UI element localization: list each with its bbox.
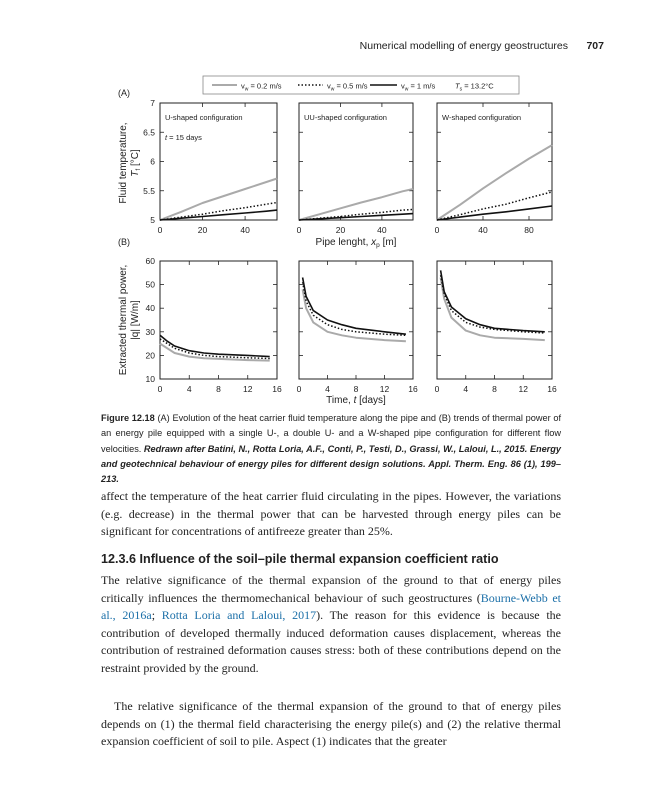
panel-a-1-time-note: t = 15 days — [165, 133, 202, 142]
citation-link-rotta-loria[interactable]: Rotta Loria and Laloui, 2017 — [161, 608, 317, 623]
panel-a-2-xtick-label: 40 — [377, 225, 387, 235]
paragraph-2 — [101, 572, 561, 678]
panel-a-3-config-title: W-shaped configuration — [442, 113, 522, 122]
panel-b-2-frame — [299, 261, 413, 379]
legend-entry-2: $v_w = 0.5$ m/s — [327, 81, 368, 93]
legend-entry-1: $v_w = 0.2$ m/s — [241, 81, 282, 93]
figure-caption-label: Figure 12.18 — [101, 413, 155, 423]
panel-a-1-ytick-label: 6 — [150, 156, 155, 167]
figure-caption-text: (A) Evolution of the heat carrier fluid temperature along the pipe and (B) trends of thermal power of an energy pile equipped with a single U-, a double U- and a W-shaped pipe configuration for different flow velocities. — [101, 413, 561, 454]
panel-a-1-config-title: U-shaped configuration — [165, 113, 243, 122]
citation-link-bourne-webb[interactable]: Bourne-Webb et al., 2016a — [101, 590, 561, 623]
panel-b-2-xtick-label: 0 — [296, 384, 302, 394]
figure-caption-source: Redrawn after Batini, N., Rotta Loria, A.F., Conti, P., Testi, D., Grassi, W., Laloui, L., 2015. Energy and geotechnical behaviour of energy piles for different design solutions. Appl. Therm. Eng. 86 (1), 199–213. — [101, 443, 561, 485]
paragraph-2-text-a: The relative significance of the thermal expansion of the ground to that of energy piles critically influences the thermomechanical behaviour of such geostructures ( — [101, 573, 561, 605]
panel-a-1-ytick-label: 7 — [150, 98, 155, 108]
section-heading: 12.3.6 Influence of the soil–pile thermal expansion coefficient ratio — [101, 552, 499, 566]
panel-a-1-series-1-line — [160, 179, 277, 221]
panel-b-3-series-2-line — [441, 275, 545, 333]
panel-b-3-xtick-label: 16 — [547, 384, 557, 394]
panel-b-ylabel-line1: Extracted thermal power, — [118, 264, 129, 376]
panel-a-2-config-title: UU-shaped configuration — [304, 113, 387, 122]
panel-a-xlabel: Pipe lenght, $x_p$ [m] — [315, 237, 397, 249]
panel-b-1-xtick-label: 16 — [272, 384, 282, 394]
panel-a-3-xtick-label: 80 — [524, 225, 534, 235]
panel-b-1-ytick-label: 60 — [145, 256, 155, 266]
legend-entry-3: $v_w = 1$ m/s — [401, 81, 436, 93]
panel-a-1-ytick-label: 6.5 — [143, 127, 155, 138]
panel-b-1-ytick-label: 40 — [145, 303, 155, 314]
panel-a-ylabel-line1: Fluid temperature, — [118, 122, 129, 204]
panel-b-3-xtick-label: 4 — [463, 384, 469, 394]
panel-b-1-ytick-label: 30 — [145, 326, 155, 337]
panel-a-2-xtick-label: 0 — [296, 225, 302, 235]
panel-a-1-ytick-label: 5.5 — [143, 185, 155, 196]
panel-a-ylabel-line2: $T_f$ [°C] — [130, 149, 142, 177]
panel-a-3-xtick-label: 0 — [434, 225, 440, 235]
panel-a-1-ytick-label: 5 — [150, 215, 155, 225]
panel-a-1-xtick-label: 40 — [240, 225, 250, 235]
panel-a-3-xtick-label: 40 — [478, 225, 488, 235]
paragraph-2-text-b: ). The reason for this evidence is because the contribution of developed thermally induced deformation causes displacement, whereas the contribution of restrained deformation causes stress: both of these contributions depend on the restraint provided by the ground. — [101, 608, 561, 675]
panel-b-ylabel-line2: |q| [W/m] — [130, 300, 141, 340]
legend-entry-4: $T_s = 13.2^\circ C$ — [455, 81, 494, 93]
panel-b-2-xtick-label: 16 — [408, 384, 418, 394]
panel-a-3-series-2-line — [437, 192, 552, 220]
panel-b-2-xtick-label: 4 — [325, 384, 330, 394]
panel-b-2-xtick-label: 8 — [353, 384, 359, 394]
panel-b-1-ytick-label: 50 — [145, 279, 155, 290]
panel-b-1-ytick-label: 20 — [145, 350, 155, 361]
panel-b-2-series-1-line — [303, 289, 406, 341]
panel-b-label: (B) — [118, 237, 130, 247]
panel-b-2-xtick-label: 12 — [379, 384, 390, 394]
panel-b-3-xtick-label: 0 — [434, 384, 440, 394]
panel-a-label: (A) — [118, 88, 130, 98]
panel-b-1-xtick-label: 4 — [186, 384, 192, 394]
panel-a-1-xtick-label: 0 — [157, 225, 163, 235]
legend — [203, 76, 519, 94]
panel-b-1-ytick-label: 10 — [145, 374, 155, 384]
panel-a-1-xtick-label: 20 — [197, 225, 208, 235]
panel-b-1-xtick-label: 12 — [243, 384, 253, 394]
page-number: 707 — [586, 40, 604, 52]
panel-a-2-xtick-label: 20 — [335, 225, 346, 235]
panel-b-1-xtick-label: 8 — [216, 384, 221, 394]
paragraph-1: affect the temperature of the heat carrier fluid circulating in the pipes. However, the variations (e.g. decrease) in the thermal power that can be harvested through energy piles can be significant for concentrations of antifreeze greater than 25%. — [101, 489, 561, 539]
paragraph-3: The relative significance of the thermal expansion of the ground to that of energy piles depends on (1) the thermal field characterising the energy pile(s) and (2) the relative thermal expansion coefficient of soil to pile. Aspect (1) indicates that the greater — [101, 699, 561, 749]
paragraph-2-sep: ; — [151, 608, 162, 623]
panel-a-1-series-3-line — [160, 210, 277, 220]
figure-caption — [101, 411, 561, 487]
panel-b-xlabel: Time, t [days] — [326, 395, 386, 406]
running-head-title: Numerical modelling of energy geostructures — [359, 40, 568, 52]
panel-b-3-xtick-label: 8 — [492, 384, 497, 394]
panel-b-1-xtick-label: 0 — [157, 384, 163, 394]
panel-b-3-xtick-label: 12 — [518, 384, 528, 394]
